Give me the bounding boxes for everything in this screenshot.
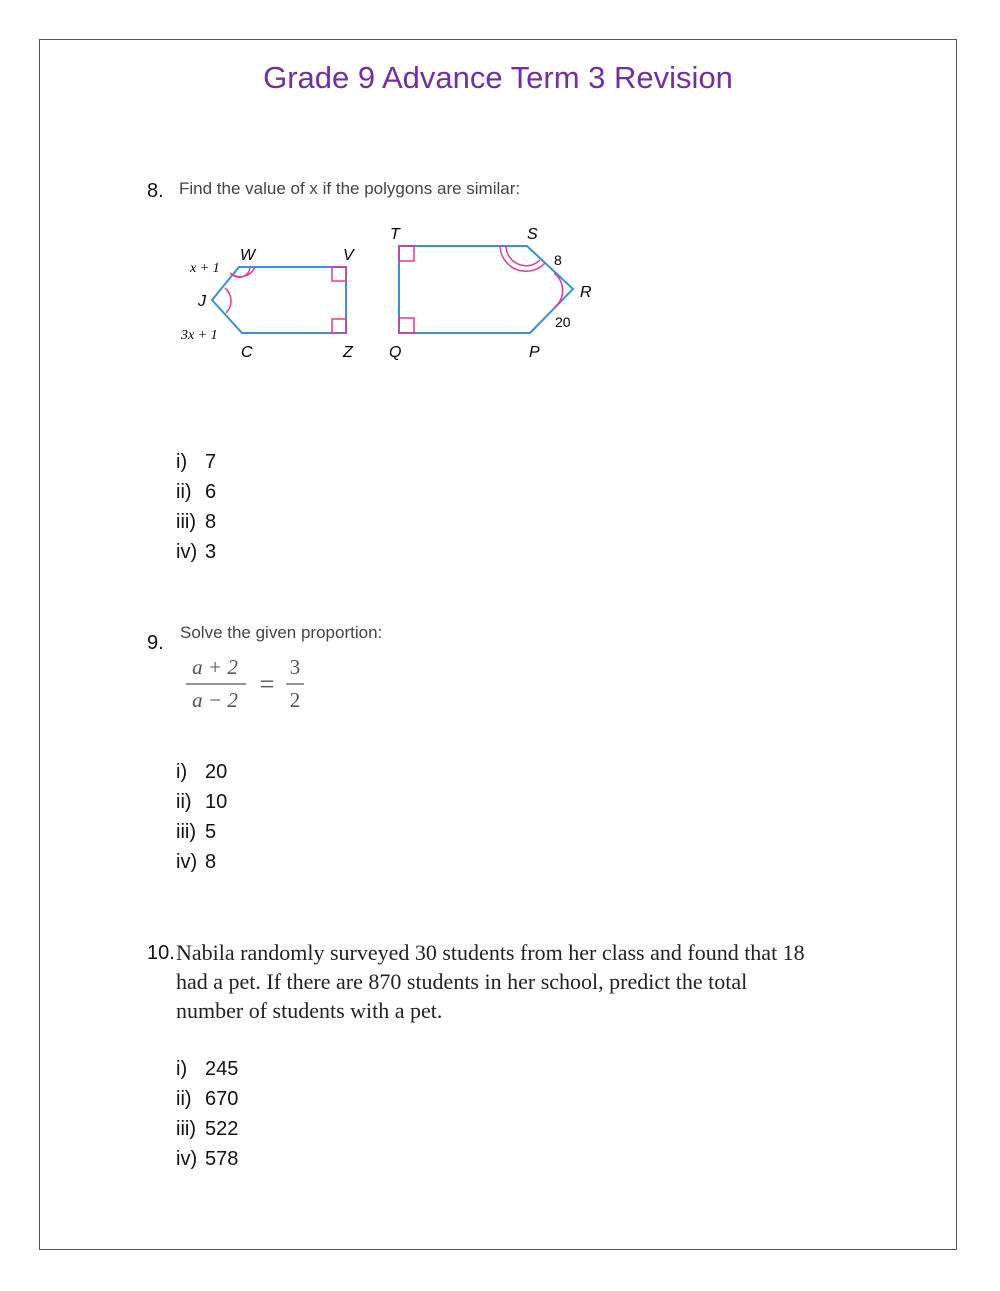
angle-mark-j <box>225 288 231 313</box>
question-10-options <box>176 1054 238 1174</box>
question-8-options <box>176 447 216 567</box>
side-label-x-plus-1: x + 1 <box>190 261 220 276</box>
option-roman: iii) <box>176 1118 196 1140</box>
option-item[interactable] <box>176 447 216 477</box>
polygon-tsrpq <box>399 246 573 333</box>
option-roman: i) <box>176 1058 188 1080</box>
question-10-number: 10. <box>147 942 175 964</box>
option-value: 6 <box>205 481 217 503</box>
option-item[interactable] <box>176 817 227 847</box>
option-item[interactable] <box>176 787 227 817</box>
vertex-label-z: Z <box>343 344 353 361</box>
vertex-label-j: J <box>198 293 206 310</box>
right-angle-mark-v <box>332 267 346 281</box>
question-9-prompt: Solve the given proportion: <box>180 623 383 642</box>
option-value: 578 <box>205 1148 239 1170</box>
right-angle-mark-t <box>399 246 414 261</box>
option-value: 10 <box>205 791 228 813</box>
vertex-label-v: V <box>343 247 354 264</box>
option-value: 245 <box>205 1058 239 1080</box>
vertex-label-r: R <box>580 284 592 301</box>
option-roman: i) <box>176 761 188 783</box>
option-item[interactable] <box>176 1144 238 1174</box>
proportion-equation <box>182 652 322 714</box>
option-roman: i) <box>176 451 188 473</box>
right-angle-mark-z <box>332 319 346 333</box>
vertex-label-q: Q <box>389 344 402 361</box>
option-roman: ii) <box>176 1088 192 1110</box>
option-roman: iii) <box>176 511 196 533</box>
side-label-8: 8 <box>554 252 562 268</box>
option-value: 3 <box>205 541 217 563</box>
vertex-label-t: T <box>390 226 400 243</box>
similar-polygons-figure <box>170 215 610 365</box>
option-roman: iii) <box>176 821 196 843</box>
option-value: 20 <box>205 761 228 783</box>
option-value: 8 <box>205 851 217 873</box>
polygon-wvzcj <box>212 267 346 333</box>
question-9-options <box>176 757 227 877</box>
question-10-line: Nabila randomly surveyed 30 students from her class and found that 18 <box>176 940 805 965</box>
question-8-prompt: Find the value of x if the polygons are similar: <box>179 179 521 198</box>
option-roman: ii) <box>176 481 192 503</box>
vertex-label-c: C <box>241 344 253 361</box>
option-item[interactable] <box>176 477 216 507</box>
option-item[interactable] <box>176 507 216 537</box>
option-roman: ii) <box>176 791 192 813</box>
option-item[interactable] <box>176 537 216 567</box>
question-10-line: had a pet. If there are 870 students in her school, predict the total <box>176 969 748 994</box>
side-label-20: 20 <box>555 314 571 330</box>
option-value: 7 <box>205 451 217 473</box>
double-angle-mark-s-inner <box>506 246 540 266</box>
left-denominator: a − 2 <box>192 688 238 712</box>
vertex-label-s: S <box>527 226 538 243</box>
vertex-label-p: P <box>529 344 540 361</box>
option-item[interactable] <box>176 757 227 787</box>
question-9-number: 9. <box>147 632 164 654</box>
option-item[interactable] <box>176 1084 238 1114</box>
option-item[interactable] <box>176 1054 238 1084</box>
page-title: Grade 9 Advance Term 3 Revision <box>263 60 733 95</box>
option-roman: iv) <box>176 1148 198 1170</box>
right-numerator: 3 <box>289 655 301 679</box>
option-item[interactable] <box>176 1114 238 1144</box>
question-10-line: number of students with a pet. <box>176 998 443 1023</box>
option-roman: iv) <box>176 851 198 873</box>
right-denominator: 2 <box>289 688 301 712</box>
option-value: 5 <box>205 821 217 843</box>
option-item[interactable] <box>176 847 227 877</box>
option-value: 8 <box>205 511 217 533</box>
vertex-label-w: W <box>240 247 256 264</box>
question-8-number: 8. <box>147 180 164 202</box>
left-numerator: a + 2 <box>192 655 238 679</box>
side-label-3x-plus-1: 3x + 1 <box>181 328 218 343</box>
right-angle-mark-q <box>399 318 414 333</box>
option-value: 522 <box>205 1118 239 1140</box>
equals-sign: = <box>259 669 275 699</box>
option-roman: iv) <box>176 541 198 563</box>
option-value: 670 <box>205 1088 239 1110</box>
question-10-text <box>176 938 906 1025</box>
